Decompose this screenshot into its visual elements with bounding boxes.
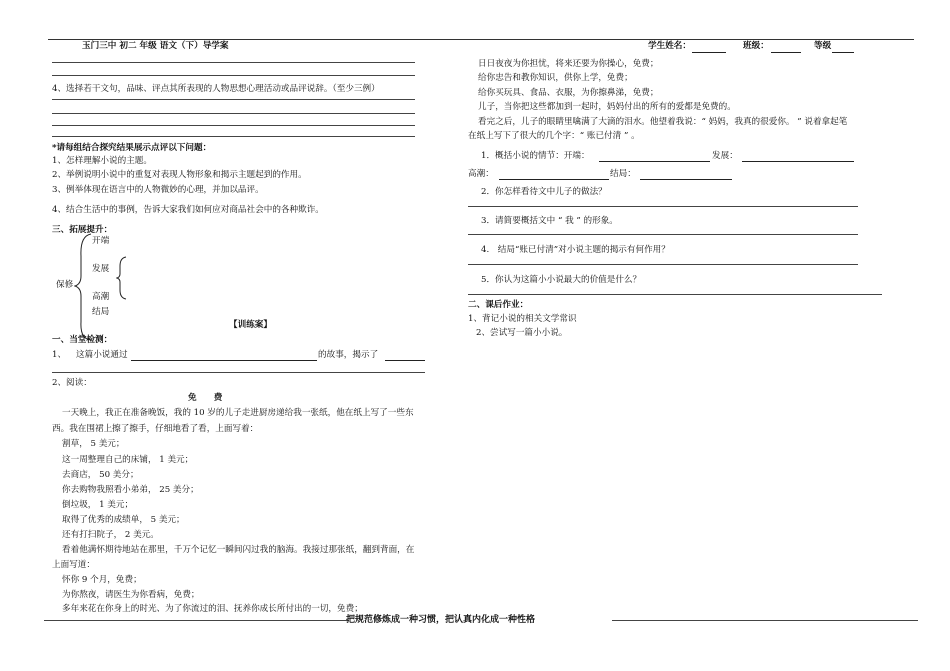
expand-section-title: 三、拓展提升： [52, 225, 113, 235]
diagram-kaiduan: 开端 [92, 236, 110, 246]
group-item: 3、例举体现在语言中的人物微妙的心理，并加以品评。 [52, 185, 264, 195]
answer-line[interactable] [468, 264, 858, 265]
reading-label: 2、阅读： [52, 378, 92, 388]
rq1-blank-fazhan[interactable] [742, 152, 854, 162]
story-title: 免 费 [188, 393, 223, 403]
footer-rule-left [44, 620, 349, 621]
rq1-blank-kaiduan[interactable] [599, 152, 710, 162]
answer-line[interactable] [468, 234, 858, 235]
reply-line: 给你买玩具、食品、衣服，为你擦鼻涕，免费； [478, 88, 659, 98]
group-discussion-title: *请每组结合探究结果展示点评以下问题： [52, 143, 212, 153]
training-title: 【训练案】 [229, 320, 272, 330]
rq2-prompt: 2．你怎样看待文中儿子的做法？ [481, 187, 607, 197]
group-item: 4、结合生活中的事例，告诉大家我们如何应对商品社会中的各种欺诈。 [52, 205, 324, 215]
student-name-label: 学生姓名： [648, 41, 691, 51]
student-name-field[interactable] [692, 43, 726, 53]
homework-title: 二、课后作业： [468, 300, 529, 310]
rq1-label-kaiduan: 1．概括小说的情节：开端： [481, 151, 590, 161]
answer-line[interactable] [52, 62, 415, 63]
footer-rule-right [612, 620, 918, 621]
bill-line: 还有打扫院子， 2 美元。 [62, 530, 159, 540]
story-paragraph: 看着他满怀期待地站在那里，千万个记忆一瞬间闪过我的脑海。我接过那张纸，翻到背面，在 [62, 545, 415, 555]
header-rule [48, 39, 914, 40]
bill-line: 去商店， 50 美分； [62, 470, 139, 480]
rq4-prompt: 4. 结局“账已付清”对小说主题的揭示有何作用？ [481, 245, 670, 255]
diagram-jieju: 结局 [92, 307, 110, 317]
answer-line[interactable] [52, 113, 415, 114]
q1-text-a: 这篇小说通过 [76, 350, 128, 360]
rq1-blank-gaochao[interactable] [499, 170, 609, 180]
q1-blank-story[interactable] [131, 351, 317, 361]
task4-prompt: 4、选择若干文句，品味、评点其所表现的人物思想心理活动或品评说辞。（至少三例） [52, 84, 380, 94]
class-label: 班级： [743, 41, 769, 51]
grade-label: 等级 [814, 41, 832, 51]
reply-line: 怀你 9 个月，免费； [62, 575, 142, 585]
bill-line: 倒垃圾， 1 美元； [62, 500, 134, 510]
inner-brace-icon [116, 256, 128, 300]
group-item: 1、怎样理解小说的主题。 [52, 156, 152, 166]
answer-line[interactable] [52, 136, 415, 137]
reply-line: 为你熬夜，请医生为你看病，免费； [62, 590, 200, 600]
left-brace-icon [74, 232, 94, 342]
reply-line: 日日夜夜为你担忧，将来还要为你操心，免费； [478, 59, 659, 69]
rq1-label-gaochao: 高潮： [468, 169, 494, 179]
homework-item: 2、尝试写一篇小小说。 [476, 328, 568, 338]
homework-item: 1、背记小说的相关文学常识 [468, 314, 577, 324]
story-paragraph: 上面写道： [52, 560, 95, 570]
reply-line: 多年来花在你身上的时光、为了你流过的泪、抚养你成长所付出的一切，免费； [62, 604, 363, 614]
bill-line: 你去购物我照看小弟弟， 25 美分； [62, 485, 199, 495]
rq3-prompt: 3．请简要概括文中 “ 我 ” 的形象。 [481, 216, 618, 226]
rq1-label-fazhan: 发展： [712, 151, 738, 161]
class-field[interactable] [771, 43, 801, 53]
story-ending: 看完之后，儿子的眼睛里噙满了大滴的泪水。他望着我说：“ 妈妈，我真的很爱你。 ” 说着拿起笔 [478, 117, 848, 127]
diagram-root: 保修 [56, 280, 74, 290]
story-paragraph: 一天晚上，我正在准备晚饭，我的 10 岁的儿子走进厨房递给我一张纸，他在纸上写了一些东 [62, 408, 414, 418]
answer-line[interactable] [52, 99, 415, 100]
diagram-fazhan: 发展 [92, 264, 110, 274]
group-item: 2、举例说明小说中的重复对表现人物形象和揭示主题起到的作用。 [52, 170, 307, 180]
story-paragraph: 西。我在围裙上擦了擦手，仔细地看了看，上面写着： [52, 424, 259, 434]
q1-number: 1、 [52, 350, 67, 360]
answer-line[interactable] [468, 294, 882, 295]
reply-line: 给你忠告和教你知识，供你上学，免费； [478, 73, 633, 83]
diagram-gaochao: 高潮 [92, 292, 110, 302]
bill-line: 这一周整理自己的床铺， 1 美元； [62, 455, 194, 465]
inclass-test-title: 一、当堂检测： [52, 335, 113, 345]
answer-line[interactable] [52, 75, 415, 76]
q1-text-b: 的故事，揭示了 [318, 350, 379, 360]
reply-line: 儿子，当你把这些都加到一起时，妈妈付出的所有的爱都是免费的。 [478, 102, 736, 112]
page-header-title: 玉门三中 初二 年级 语文（下）导学案 [82, 41, 229, 51]
rq5-prompt: 5．你认为这篇小小说最大的价值是什么？ [481, 275, 642, 285]
answer-line[interactable] [52, 125, 415, 126]
bill-line: 割草， 5 美元； [62, 439, 125, 449]
story-ending: 在纸上写下了很大的几个字：“ 账已付清 ” 。 [468, 131, 640, 141]
q1-blank-theme[interactable] [385, 351, 425, 361]
footer-motto: 把规范修炼成一种习惯，把认真内化成一种性格 [346, 615, 536, 625]
bill-line: 取得了优秀的成绩单， 5 美元； [62, 515, 185, 525]
answer-line[interactable] [468, 206, 858, 207]
rq1-label-jieju: 结局： [610, 169, 636, 179]
grade-field[interactable] [832, 43, 854, 53]
rq1-blank-jieju[interactable] [640, 170, 732, 180]
answer-line[interactable] [52, 372, 425, 373]
